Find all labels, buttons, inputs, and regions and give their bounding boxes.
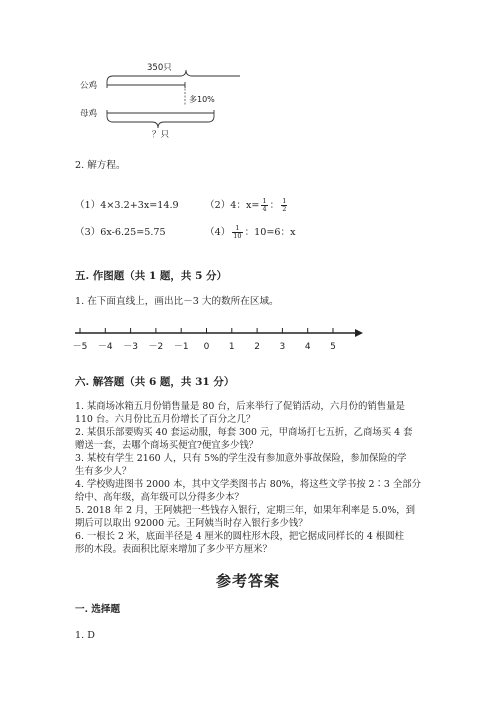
section5-question: 1. 在下面直线上，画出比－3 大的数所在区域。 (75, 296, 279, 307)
tick-label: 2 (254, 342, 260, 352)
equation-2: （2）4：x= $\frac{1}{4}$ ： $\frac{1}{2}$ (205, 197, 287, 213)
section6-heading: 六. 解答题（共 6 题，共 31 分） (75, 376, 235, 388)
equation-3: （3）6x-6.25=5.75 (75, 227, 166, 238)
tick-label: 1 (228, 342, 235, 352)
bottom-brace-label: ？只 (152, 130, 170, 140)
equation-4: （4） $\frac{1}{10}$ ：10=6：x (205, 224, 296, 240)
q2-heading: 2. 解方程。 (75, 160, 126, 171)
bottom-brace (107, 116, 214, 128)
question-line: 赠送一套，去哪个商场买便宜?便宜多少钱？ (75, 440, 259, 451)
fraction: $\frac{1}{10}$ (233, 224, 242, 240)
answers-section1: 一. 选择题 (75, 604, 121, 615)
question-line: 6. 一根长 2 米，底面半径是 4 厘米的圆柱形木段，把它据成同样长的 4 根圆柱 (75, 531, 404, 542)
question-line: 生有多少人？ (75, 466, 132, 477)
fraction: $\frac{1}{2}$ (282, 197, 287, 213)
answer-1: 1. D (75, 630, 95, 641)
tick-label: －1 (173, 342, 189, 352)
section5-heading: 五. 作图题（共 1 题，共 5 分） (75, 270, 228, 282)
question-line: 期后可以取出 92000 元。王阿姨当时存入银行多少钱？ (75, 518, 308, 529)
tick-label: 5 (330, 342, 336, 352)
tick-label: －2 (148, 342, 164, 352)
extra-label: 多10% (189, 95, 215, 104)
number-line (70, 320, 370, 360)
section6-questions (75, 400, 435, 556)
tick-label: －3 (123, 342, 138, 352)
question-line: 2. 某俱乐部要购买 40 套运动服，每套 300 元，甲商场打七五折，乙商场买 4 套 (75, 427, 413, 438)
fraction: $\frac{1}{4}$ (262, 197, 267, 213)
equation-1: （1）4×3.2+3x=14.9 (75, 200, 179, 211)
arrow-icon (355, 329, 363, 337)
row1-label: 公鸡 (80, 81, 98, 91)
tick-label: 4 (304, 342, 311, 352)
question-line: 给中、高年级，高年级可以分得多少本？ (75, 492, 244, 503)
top-brace-label: 350只 (147, 63, 172, 73)
question-line: 形的木段。表面积比原来增加了多少平方厘米？ (75, 544, 272, 555)
tick-label: －5 (72, 342, 88, 352)
top-brace (107, 70, 240, 82)
question-line: 1. 某商场冰箱五月份销售量是 80 台，后来举行了促销活动，六月份的销售量是 (75, 401, 405, 412)
tick-label: －4 (97, 342, 113, 352)
segment-diagram (70, 55, 240, 140)
question-line: 5. 2018 年 2 月，王阿姨把一些钱存入银行，定期三年，如果年利率是 5.0%，到 (75, 505, 415, 516)
tick-label: 3 (279, 342, 286, 352)
row2-label: 母鸡 (80, 109, 98, 119)
question-line: 3. 某校有学生 2160 人，只有 5%的学生没有参加意外事故保险，参加保险的学 (75, 453, 407, 464)
tick-label: 0 (203, 342, 210, 352)
answers-title: 参考答案 (216, 572, 281, 590)
question-line: 4. 学校购进图书 2000 本，其中文学类图书占 80%，将这些文学书按 2∶3 全部分 (75, 479, 421, 490)
question-line: 110 台。六月份比五月份增长了百分之几？ (75, 414, 256, 425)
